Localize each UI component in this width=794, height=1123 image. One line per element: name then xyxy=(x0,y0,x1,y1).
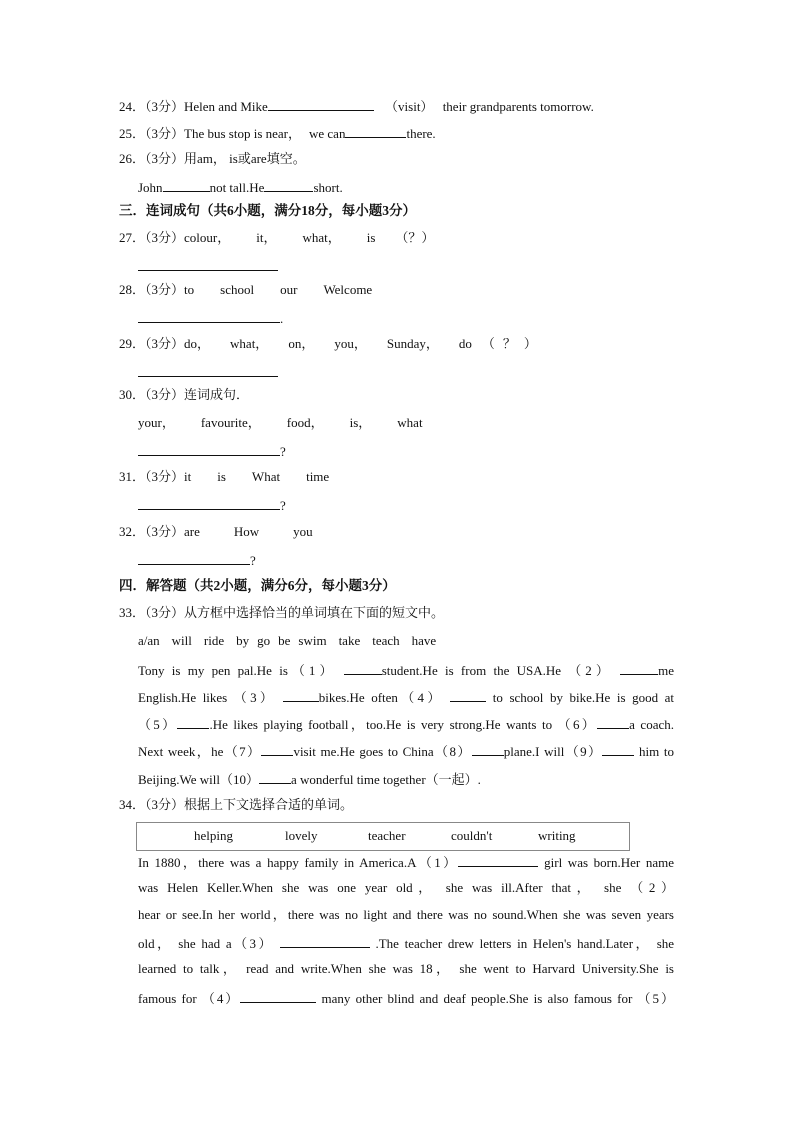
passage-33-line: Next week，he（7） visit me.He goes to China（8） plane.I will（9） him to xyxy=(138,744,674,759)
question-32 xyxy=(119,524,313,540)
word: is， xyxy=(349,415,372,430)
word-bank-item: a/an xyxy=(138,633,160,648)
question-text: there. xyxy=(406,126,436,141)
question-25 xyxy=(119,124,436,142)
question-30 xyxy=(119,387,249,403)
word: are xyxy=(184,524,200,539)
passage-34-line: In 1880，there was a happy family in America.A（1） girl was born.Her name xyxy=(138,855,675,870)
word: what， xyxy=(302,230,341,245)
answer-line-30[interactable] xyxy=(138,442,286,460)
question-26 xyxy=(119,151,306,167)
question-number: 33．（3分） xyxy=(119,605,185,620)
question-number: 29．（3分） xyxy=(119,336,185,351)
question-30-words xyxy=(138,415,423,431)
question-33 xyxy=(119,605,444,621)
question-text: Helen and Mike xyxy=(184,99,268,114)
word: to xyxy=(184,282,195,297)
answer-blank[interactable] xyxy=(344,661,382,675)
word: on， xyxy=(288,336,315,351)
word-bank-item: swim xyxy=(298,633,327,648)
question-text: short. xyxy=(313,180,343,195)
word: Welcome xyxy=(323,282,373,297)
passage-34-line: old， she had a（3） .The teacher drew letters in Helen's hand.Later， she xyxy=(138,936,675,951)
word: is xyxy=(217,469,226,484)
passage-34-line: famous for （4） many other blind and deaf people.She is also famous for （5） xyxy=(138,991,674,1006)
word: it， xyxy=(256,230,277,245)
answer-line-29[interactable] xyxy=(138,363,278,381)
answer-blank[interactable] xyxy=(138,496,280,510)
word-bank-item: writing xyxy=(538,828,576,843)
punctuation: ? xyxy=(280,444,286,459)
word: How xyxy=(233,524,260,539)
answer-line-31[interactable] xyxy=(138,496,286,514)
question-number: 27．（3分） xyxy=(119,230,185,245)
question-hint: （visit） xyxy=(385,99,434,114)
answer-blank[interactable] xyxy=(138,551,250,565)
word: What xyxy=(251,469,281,484)
question-24 xyxy=(119,97,594,115)
answer-blank[interactable] xyxy=(138,257,278,271)
word-bank-item: teach xyxy=(372,633,400,648)
question-text: The bus stop is near， xyxy=(184,126,301,141)
word-bank-33 xyxy=(138,633,436,649)
passage-33-line: English.He likes （3） bikes.He often（4） to school by bike.He is good at xyxy=(138,690,675,705)
answer-blank[interactable] xyxy=(458,853,538,867)
word: it xyxy=(184,469,192,484)
word: do xyxy=(458,336,472,351)
word-bank-box xyxy=(136,822,630,851)
answer-blank[interactable] xyxy=(597,715,629,729)
word: is xyxy=(366,230,376,245)
answer-blank[interactable] xyxy=(259,770,291,784)
question-31 xyxy=(119,469,329,485)
word-bank-item: helping xyxy=(194,828,233,843)
passage-33-line: （5） .He likes playing football，too.He is very strong.He wants to （6） a coach. xyxy=(138,717,674,732)
answer-blank[interactable] xyxy=(620,661,658,675)
question-number: 31．（3分） xyxy=(119,469,185,484)
punctuation: ? xyxy=(250,553,256,568)
question-26-sentence xyxy=(138,178,343,196)
word: （ xyxy=(481,336,495,351)
word-bank-item: couldn't xyxy=(451,828,493,843)
word-bank-item: take xyxy=(338,633,361,648)
word: you xyxy=(293,524,313,539)
answer-blank[interactable] xyxy=(177,715,209,729)
passage-34-line: learned to talk， read and write.When she was 18， she went to Harvard University.She is xyxy=(138,961,674,976)
question-number: 25．（3分） xyxy=(119,126,185,141)
question-instruction: 从方框中选择恰当的单词填在下面的短文中。 xyxy=(184,605,445,620)
answer-blank[interactable] xyxy=(280,934,370,948)
question-number: 28．（3分） xyxy=(119,282,185,297)
answer-blank[interactable] xyxy=(163,178,210,192)
word: food， xyxy=(286,415,324,430)
section-title: 三．连词成句（共6小题，满分18分，每小题3分） xyxy=(119,203,416,218)
question-number: 34．（3分） xyxy=(119,797,185,812)
word-bank-item: teacher xyxy=(368,828,406,843)
word-bank-item: lovely xyxy=(285,828,318,843)
answer-blank[interactable] xyxy=(472,742,504,756)
question-text: their grandparents tomorrow. xyxy=(442,99,594,114)
question-29 xyxy=(119,336,537,352)
question-text: not tall.He xyxy=(209,180,265,195)
passage-34-line: was Helen Keller.When she was one year old， she was ill.After that， she （2） xyxy=(138,880,674,895)
punctuation: ? xyxy=(280,498,286,513)
word: time xyxy=(306,469,330,484)
word-bank-item: will xyxy=(171,633,192,648)
passage-33-line: Tony is my pen pal.He is（1） student.He is from the USA.He （2） me xyxy=(138,663,675,678)
question-number: 32．（3分） xyxy=(119,524,185,539)
answer-blank[interactable] xyxy=(138,363,278,377)
question-text: we can xyxy=(309,126,346,141)
question-text: John xyxy=(138,180,163,195)
word: ） xyxy=(523,336,537,351)
word: you， xyxy=(334,336,367,351)
word-bank-item: by xyxy=(236,633,250,648)
question-number: 26．（3分） xyxy=(119,151,185,166)
answer-blank[interactable] xyxy=(261,742,293,756)
word: what， xyxy=(230,336,269,351)
question-instruction: 用am， is或are填空。 xyxy=(184,151,306,166)
passage-34-line: hear or see.In her world，there was no light and there was no sound.When she was seven years xyxy=(138,907,674,922)
answer-blank[interactable] xyxy=(138,442,280,456)
question-instruction: 根据上下文选择合适的单词。 xyxy=(184,797,354,812)
answer-blank[interactable] xyxy=(240,989,316,1003)
word: Sunday， xyxy=(386,336,439,351)
word-bank-item: go xyxy=(257,633,271,648)
answer-blank[interactable] xyxy=(602,742,634,756)
word-bank-item: be xyxy=(278,633,291,648)
word-bank-item: have xyxy=(411,633,437,648)
word-bank-item: ride xyxy=(203,633,225,648)
answer-line-27[interactable] xyxy=(138,257,278,275)
question-number: 30．（3分） xyxy=(119,387,185,402)
word: （？） xyxy=(395,230,435,245)
answer-blank[interactable] xyxy=(283,688,319,702)
word: your， xyxy=(138,415,175,430)
passage-33-line: Beijing.We will（10） a wonderful time together（一起）. xyxy=(138,772,481,787)
question-instruction: 连词成句． xyxy=(184,387,250,402)
answer-blank[interactable] xyxy=(264,178,313,192)
answer-blank[interactable] xyxy=(138,309,280,323)
answer-blank[interactable] xyxy=(268,97,374,111)
question-34 xyxy=(119,797,353,813)
word: do， xyxy=(184,336,211,351)
answer-blank[interactable] xyxy=(345,124,406,138)
punctuation: . xyxy=(280,311,284,326)
question-27 xyxy=(119,230,434,246)
word: ？ xyxy=(502,336,516,351)
word: school xyxy=(220,282,255,297)
section-title: 四．解答题（共2小题，满分6分，每小题3分） xyxy=(119,578,396,593)
answer-line-32[interactable] xyxy=(138,551,256,569)
word: colour， xyxy=(184,230,231,245)
answer-blank[interactable] xyxy=(450,688,486,702)
question-number: 24．（3分） xyxy=(119,99,185,114)
word: our xyxy=(280,282,298,297)
question-28 xyxy=(119,282,372,298)
word: what xyxy=(397,415,423,430)
answer-line-28[interactable] xyxy=(138,309,283,327)
word: favourite， xyxy=(200,415,261,430)
